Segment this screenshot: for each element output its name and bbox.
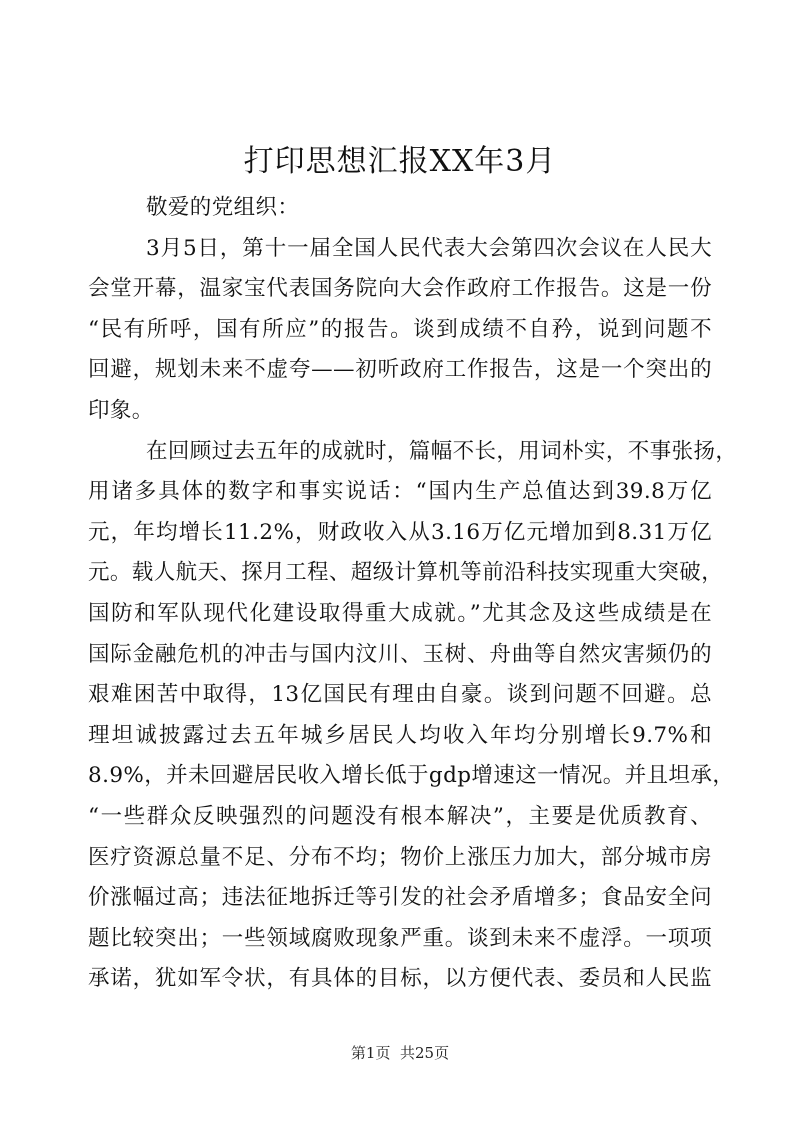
paragraph-line: 回避，规划未来不虚夸——初听政府工作报告，这是一个突出的	[88, 357, 712, 383]
footer-spacer	[390, 1044, 400, 1062]
paragraph-line: 用诸多具体的数字和事实说话：“国内生产总值达到39.8万亿	[88, 479, 712, 505]
paragraph-line: 承诺，犹如军令状，有具体的目标，以方便代表、委员和人民监	[88, 966, 712, 992]
page-footer	[0, 1042, 800, 1064]
page-title: 打印思想汇报XX年3月	[243, 144, 557, 179]
paragraph-line: “民有所呼，国有所应”的报告。谈到成绩不自矜，说到问题不	[88, 316, 712, 342]
paragraph-line: 价涨幅过高；违法征地拆迁等引发的社会矛盾增多；食品安全问	[88, 885, 712, 911]
paragraph-line: 3月5日，第十一届全国人民代表大会第四次会议在人民大	[146, 235, 712, 261]
salutation-line: 敬爱的党组织：	[146, 195, 300, 220]
paragraph-line: 会堂开幕，温家宝代表国务院向大会作政府工作报告。这是一份	[88, 276, 712, 302]
paragraph-line: 8.9%，并未回避居民收入增长低于gdp增速这一情况。并且坦承，	[88, 763, 735, 789]
total-pages: 共25页	[400, 1044, 450, 1062]
paragraph-line: “一些群众反映强烈的问题没有根本解决”，主要是优质教育、	[88, 803, 712, 829]
paragraph-line: 印象。	[88, 397, 154, 423]
paragraph-line: 在回顾过去五年的成就时，篇幅不长，用词朴实，不事张扬，	[146, 438, 738, 464]
page-number: 第1页	[350, 1044, 391, 1062]
paragraph-line: 医疗资源总量不足、分布不均；物价上涨压力加大，部分城市房	[88, 844, 712, 870]
paragraph-line: 理坦诚披露过去五年城乡居民人均收入年均分别增长9.7%和	[88, 722, 712, 748]
paragraph-line: 题比较突出；一些领域腐败现象严重。谈到未来不虚浮。一项项	[88, 925, 712, 951]
paragraph-line: 元。载人航天、探月工程、超级计算机等前沿科技实现重大突破，	[88, 560, 724, 586]
paragraph-line: 国防和军队现代化建设取得重大成就。”尤其念及这些成绩是在	[88, 600, 712, 626]
document-body	[88, 188, 738, 1000]
paragraph-line: 元，年均增长11.2%，财政收入从3.16万亿元增加到8.31万亿	[88, 519, 712, 545]
paragraph-line: 国际金融危机的冲击与国内汶川、玉树、舟曲等自然灾害频仍的	[88, 641, 712, 667]
paragraph-line: 艰难困苦中取得，13亿国民有理由自豪。谈到问题不回避。总	[88, 682, 712, 708]
